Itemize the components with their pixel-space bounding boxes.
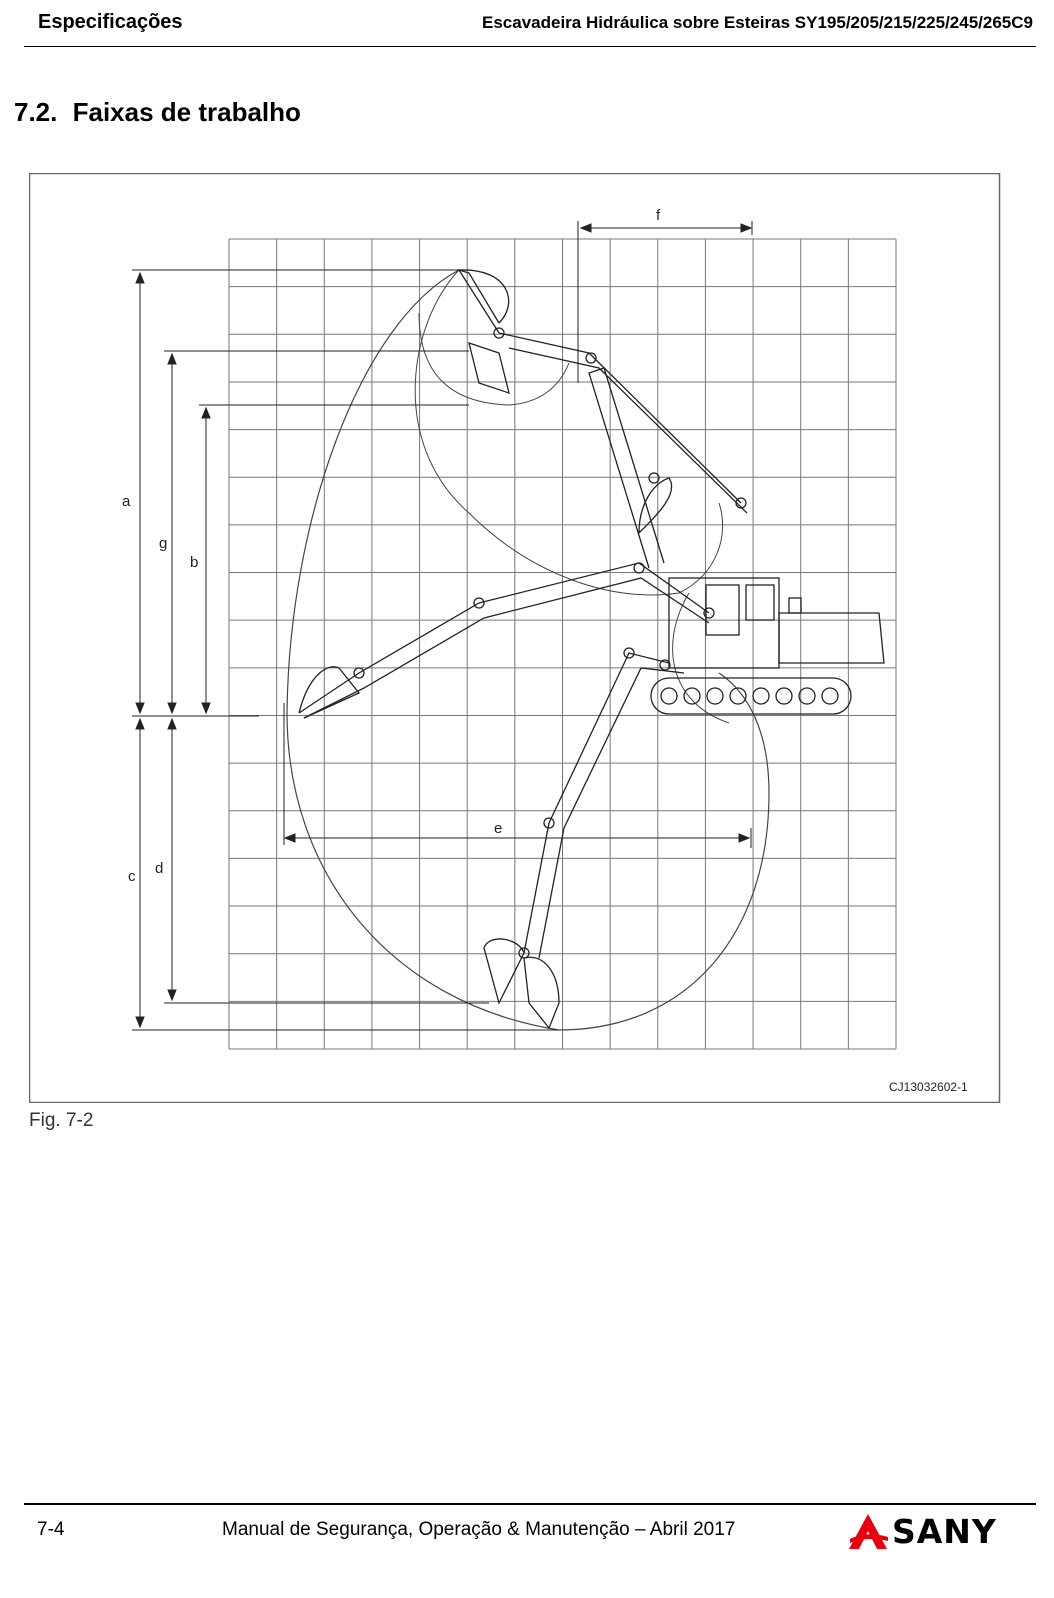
dimension-labels	[122, 207, 968, 1094]
sany-logo	[846, 1508, 1006, 1558]
rear-arc	[673, 593, 729, 723]
footer-text: Manual de Segurança, Operação & Manutenção – Abril 2017	[222, 1519, 736, 1540]
label-g: g	[159, 535, 168, 552]
figure-caption: Fig. 7-2	[29, 1110, 94, 1131]
cab	[669, 578, 779, 668]
label-d: d	[155, 860, 164, 877]
bucket-arc-top	[419, 313, 569, 405]
label-f: f	[656, 207, 661, 224]
sany-logo-icon	[846, 1511, 890, 1555]
boom-horizontal	[299, 563, 709, 713]
bucket-arc-upper	[415, 270, 722, 595]
track-rollers	[661, 688, 838, 704]
cab-window	[706, 585, 739, 635]
bucket-lowered-2	[524, 957, 559, 1028]
label-e: e	[494, 820, 503, 837]
beacon	[789, 598, 801, 613]
header-divider	[24, 46, 1036, 47]
excavator	[299, 270, 884, 1028]
dimension-lines	[132, 221, 752, 1030]
arm-middle	[589, 368, 664, 568]
section-heading	[14, 97, 301, 128]
label-b: b	[190, 554, 199, 571]
cab-window-side	[746, 585, 774, 620]
bucket-lowered	[484, 939, 524, 1003]
section-number: 7.2.	[14, 97, 58, 127]
section-title: Faixas de trabalho	[72, 97, 301, 127]
reach-envelope	[287, 270, 769, 1030]
figure-code: CJ13032602-1	[889, 1080, 968, 1094]
label-a: a	[122, 493, 131, 510]
bucket-raised-2	[469, 343, 509, 393]
header-title: Escavadeira Hidráulica sobre Esteiras SY195/205/215/225/245/265C9	[482, 13, 1033, 32]
boom-lowered	[524, 653, 669, 953]
sany-logo-text: SANY	[892, 1512, 997, 1551]
pivot-pins	[354, 328, 746, 958]
page-number: 7-4	[37, 1519, 65, 1540]
label-c: c	[128, 868, 136, 885]
header-section: Especificações	[38, 11, 183, 33]
working-range-figure	[29, 173, 1024, 1103]
footer-divider	[24, 1503, 1036, 1505]
bucket-raised	[459, 270, 499, 333]
